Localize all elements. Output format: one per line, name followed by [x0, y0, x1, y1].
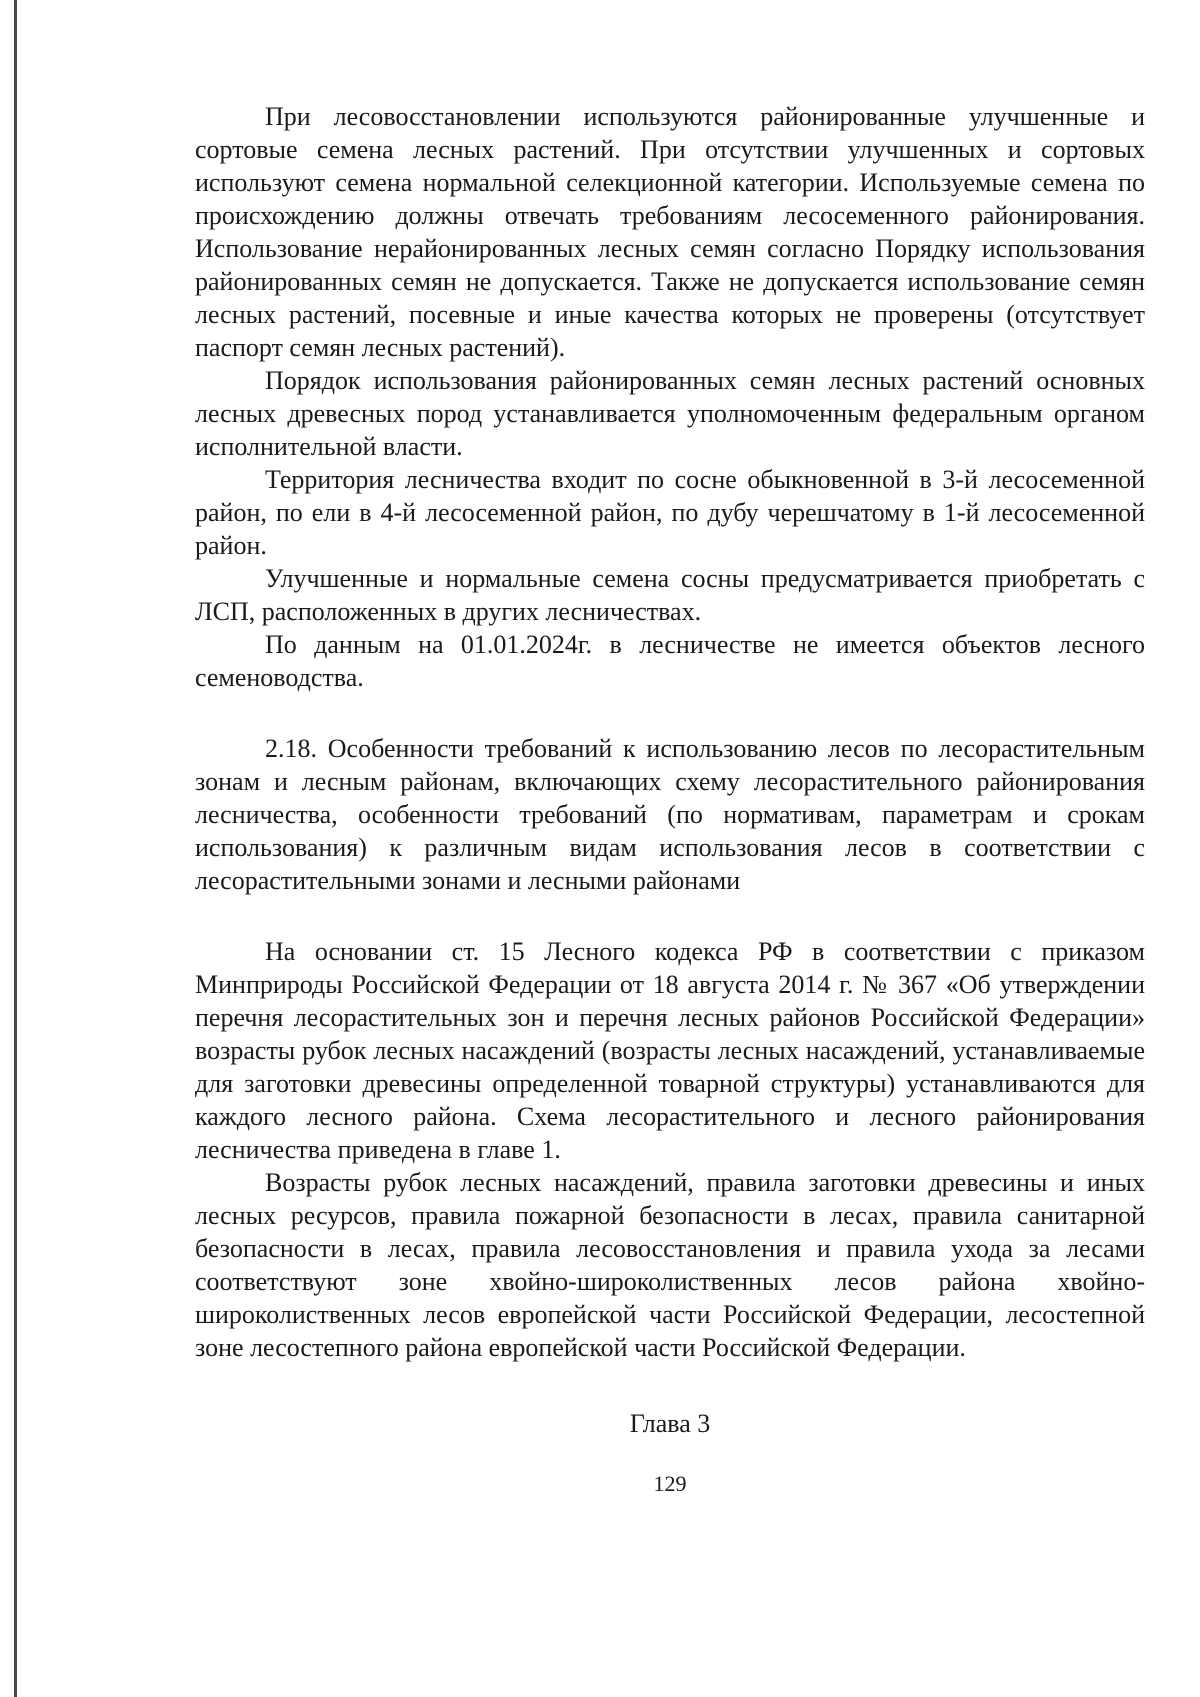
- paragraph-improved-seeds: Улучшенные и нормальные семена сосны предусматривается приобретать с ЛСП, расположенных в других лесничествах.: [195, 564, 1145, 626]
- paragraph-seeds: При лесовосстановлении используются районированные улучшенные и сортовые семена лесных растений. При отсутствии улучшенных и сортовых используют семена нормальной селекционной категории. Используемые семена по происхождению должны отвечать требованиям лесосеменного районирования. Использование нерайонированных лесных семян согласно Порядку использования районированных семян не допускается. Также не допускается использование семян лесных растений, посевные и иные качества которых не проверены (отсутствует паспорт семян лесных растений).: [195, 102, 1145, 362]
- spacer: [195, 897, 1145, 935]
- section-heading: 2.18. Особенности требований к использованию лесов по лесорастительным зонам и лесным районам, включающих схему лесорастительного районирования лесничества, особенности требований (по нормативам, параметрам и срокам использования) к различным видам использования лесов в соответствии с лесорастительными зонами и лесными районами: [195, 734, 1145, 895]
- paragraph-procedure: Порядок использования районированных семян лесных растений основных лесных древесных пород устанавливается уполномоченным федеральным органом исполнительной власти.: [195, 366, 1145, 461]
- paragraph-territory: Территория лесничества входит по сосне обыкновенной в 3-й лесосеменной район, по ели в 4-й лесосеменной район, по дубу черешчатому в 1-й лесосеменной район.: [195, 465, 1145, 560]
- paragraph-rules: Возрасты рубок лесных насаждений, правила заготовки древесины и иных лесных ресурсов, правила пожарной безопасности в лесах, правила санитарной безопасности в лесах, правила лесовосстановления и правила ухода за лесами соответствуют зоне хвойно-широколиственных лесов района хвойно-широколиственных лесов европейской части Российской Федерации, лесостепной зоне лесостепного района европейской части Российской Федерации.: [195, 1168, 1145, 1362]
- page-body: [195, 100, 1145, 1364]
- paragraph-data-date: По данным на 01.01.2024г. в лесничестве не имеется объектов лесного семеноводства.: [195, 630, 1145, 692]
- chapter-title: Глава 3: [629, 1409, 711, 1438]
- scan-left-edge: [14, 0, 17, 1697]
- page-number: 129: [653, 1471, 687, 1496]
- spacer: [195, 694, 1145, 732]
- paragraph-legal-basis: На основании ст. 15 Лесного кодекса РФ в соответствии с приказом Минприроды Российской Федерации от 18 августа 2014 г. № 367 «Об утверждении перечня лесорастительных зон и перечня лесных районов Российской Федерации» возрасты рубок лесных насаждений (возрасты лесных насаждений, устанавливаемые для заготовки древесины определенной товарной структуры) устанавливаются для каждого лесного района. Схема лесорастительного и лесного районирования лесничества приведена в главе 1.: [195, 937, 1145, 1164]
